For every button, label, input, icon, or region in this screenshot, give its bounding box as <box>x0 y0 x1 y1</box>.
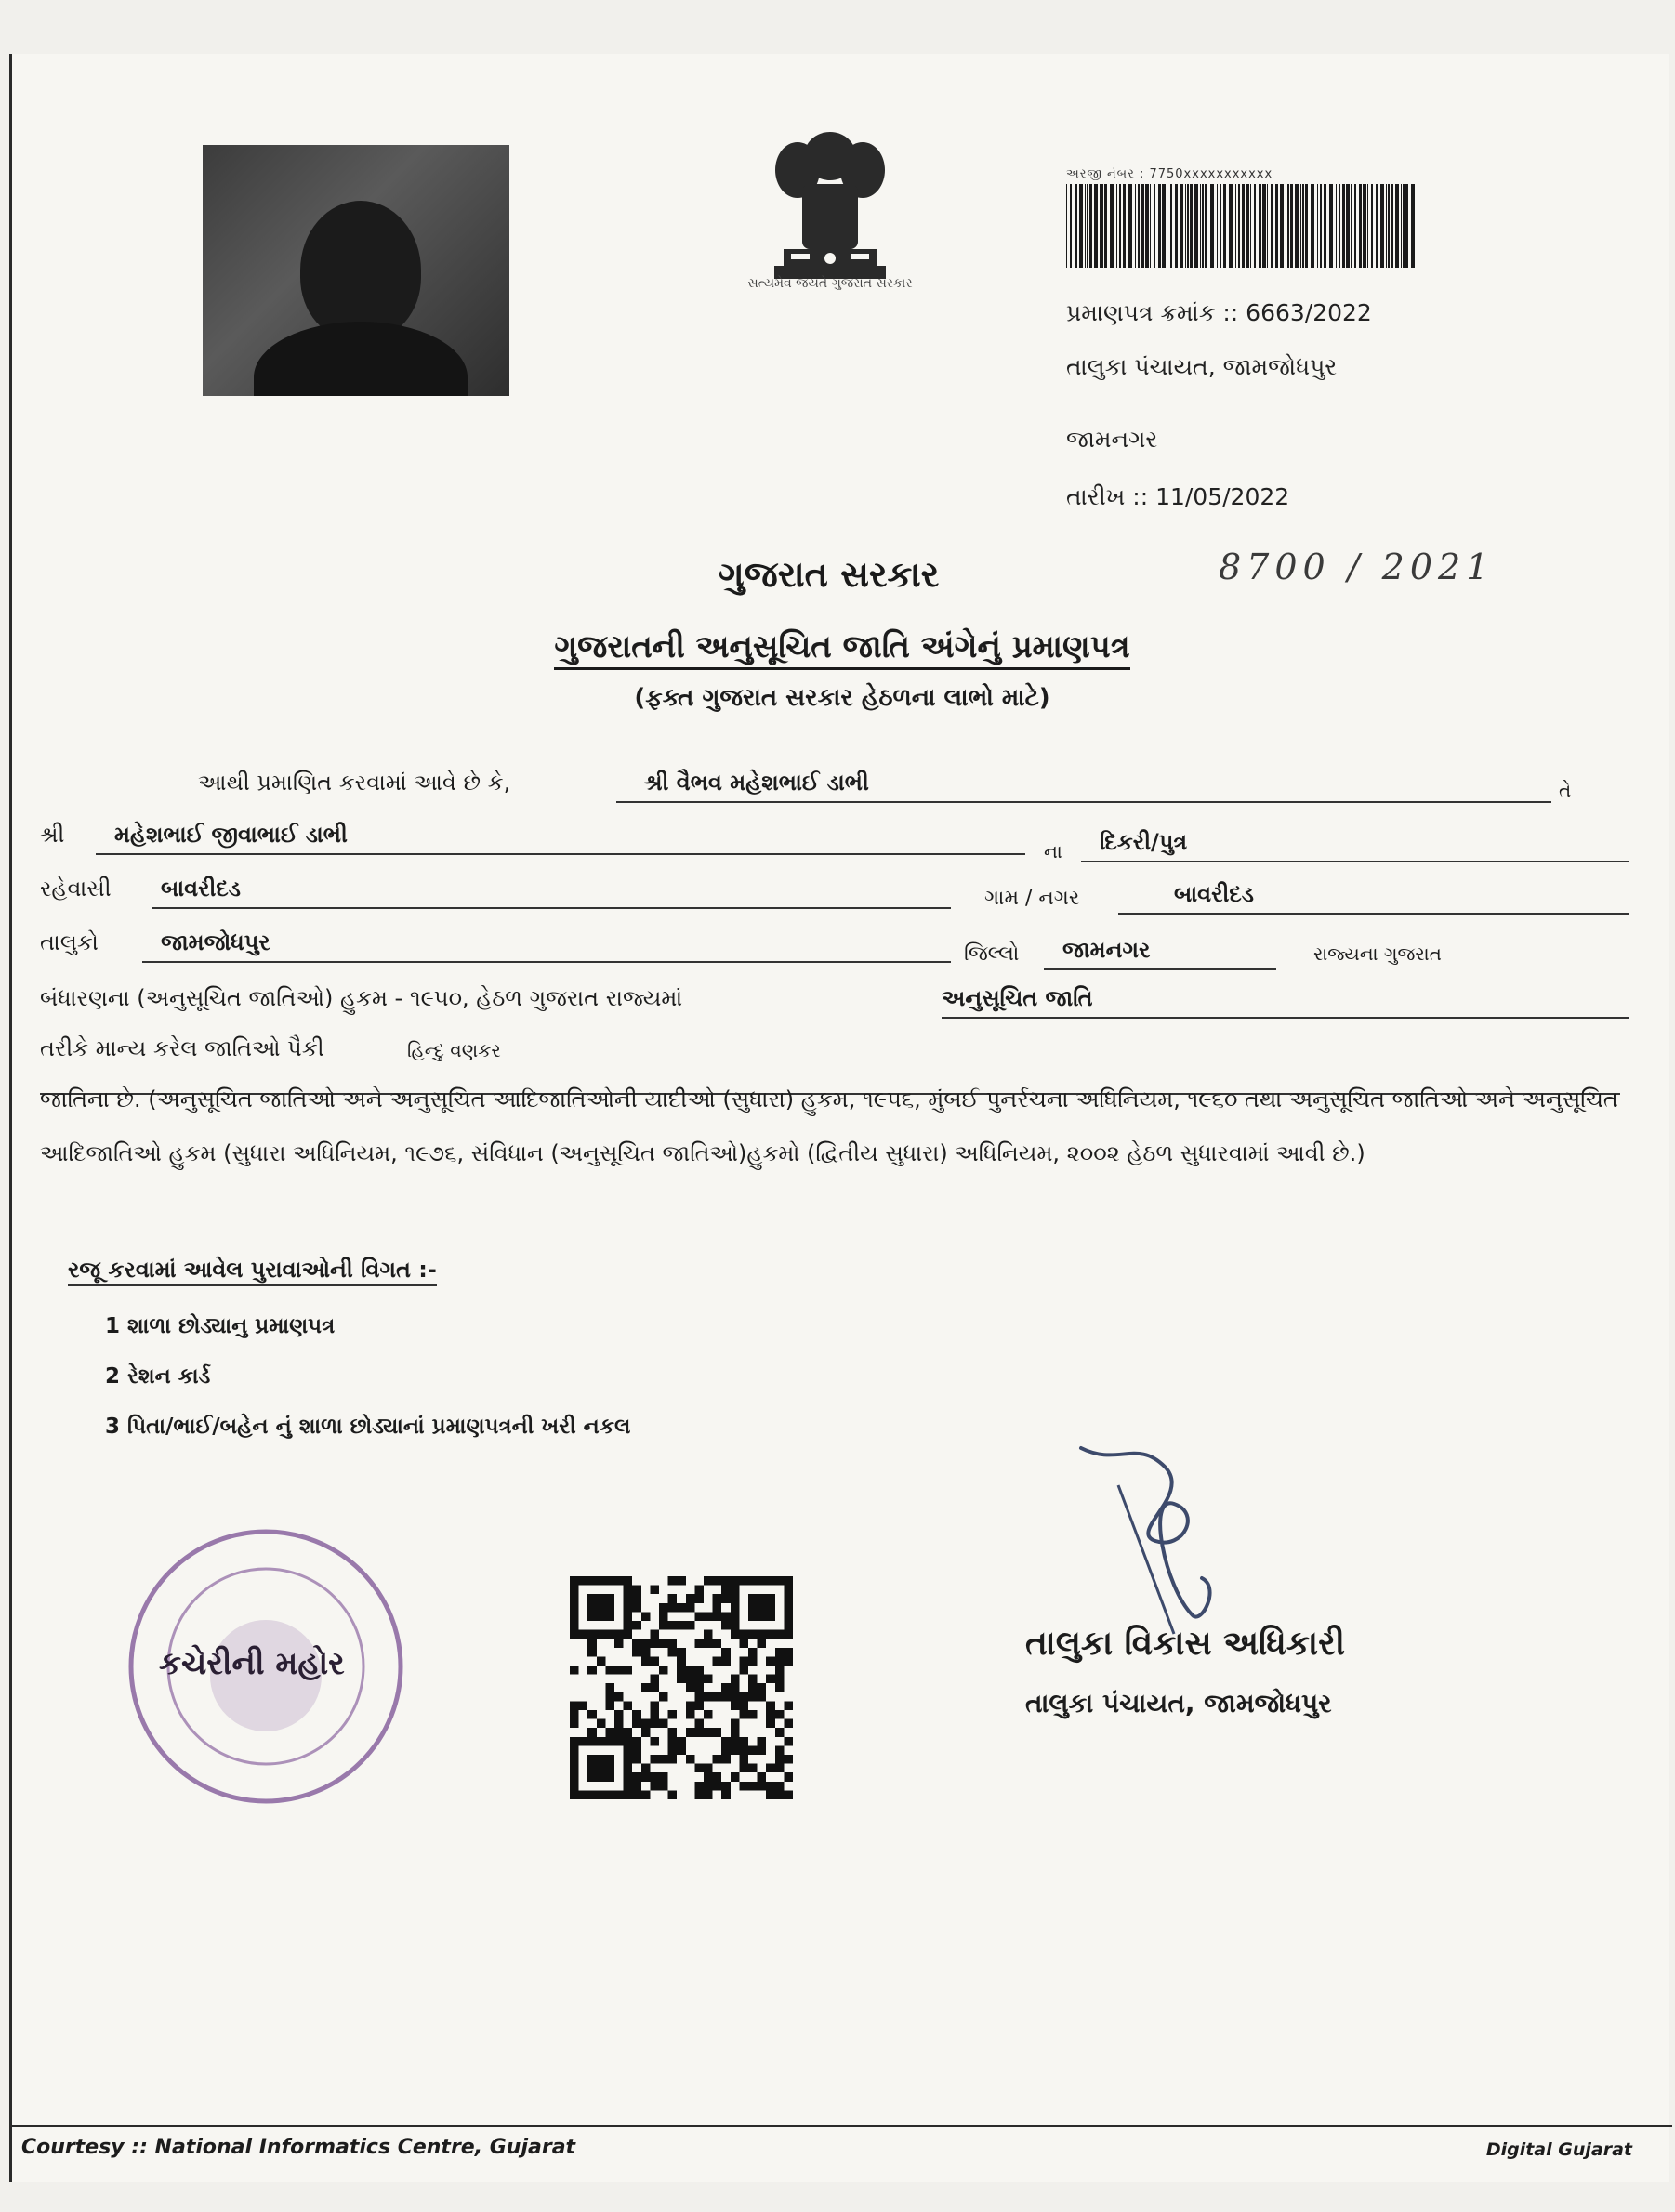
certificate-number: પ્રમાણપત્ર ક્રમાંક :: 6663/2022 <box>1066 299 1372 326</box>
footer-courtesy: Courtesy :: National Informatics Centre, Gujarat <box>21 2136 576 2159</box>
certificate-subtitle: (ફક્ત ગુજરાત સરકાર હેઠળના લાભો માટે) <box>634 684 1050 712</box>
government-title: ગુજરાત સરકાર <box>719 554 940 595</box>
applicant-name-field: શ્રી વૈભવ મહેશભાઈ ડાભી <box>616 770 1551 803</box>
footer-divider <box>12 2125 1672 2127</box>
document-item: 2 રેશન કાર્ડ <box>105 1364 211 1389</box>
document-item: 1 શાળા છોડ્યાનુ પ્રમાણપત્ર <box>105 1314 336 1338</box>
district-field: જામનગર <box>1044 937 1276 970</box>
officer-title: તાલુકા વિકાસ અધિકારી <box>1025 1625 1346 1663</box>
shri-label: શ્રી <box>40 822 65 848</box>
applicant-photo <box>203 145 509 396</box>
issuing-office: તાલુકા પંચાયત, જામજોધપુર <box>1066 353 1338 380</box>
district-label: જિલ્લો <box>964 942 1020 966</box>
village-field: બાવરીદડ <box>1118 881 1629 915</box>
officer-signature-icon <box>1062 1429 1248 1652</box>
emblem-caption: સત્યમેવ જયતે ગુજરાત સરકાર <box>747 276 913 291</box>
caste-value: હિન્દુ વણકર <box>407 1039 501 1061</box>
recognized-label: તરીકે માન્ય કરેલ જાતિઓ પૈકી <box>40 1035 324 1061</box>
village-label: ગામ / નગર <box>984 887 1080 910</box>
certificate-title: ગુજરાતની અનુસૂચિત જાતિ અંગેનું પ્રમાણપત્ર <box>12 628 1672 665</box>
documents-title: રજૂ કરવામાં આવેલ પુરાવાઓની વિગત :- <box>68 1257 437 1286</box>
resident-field: બાવરીદડ <box>152 876 951 909</box>
father-name-field: મહેશભાઈ જીવાભાઈ ડાભી <box>96 822 1025 855</box>
relation-label: ના <box>1044 840 1062 862</box>
footer-brand: Digital Gujarat <box>1485 2140 1632 2160</box>
qr-code-icon <box>570 1576 793 1799</box>
document-item: 3 પિતા/ભાઈ/બહેન નું શાળા છોડ્યાનાં પ્રમાણપત્રની ખરી નકલ <box>105 1415 631 1439</box>
issue-date: તારીખ :: 11/05/2022 <box>1066 483 1290 510</box>
intro-text: આથી પ્રમાણિત કરવામાં આવે છે કે, <box>198 770 511 796</box>
resident-label: રહેવાસી <box>40 876 112 902</box>
relation-field: દિકરી/પુત્ર <box>1081 829 1629 862</box>
taluka-label: તાલુકો <box>40 929 99 955</box>
issuing-district: જામનગર <box>1066 426 1158 453</box>
barcode-label: અરજી નંબર : 7750xxxxxxxxxxx <box>1066 167 1273 181</box>
barcode-icon <box>1066 184 1419 268</box>
intro-suffix: તે <box>1559 779 1572 801</box>
taluka-field: જામજોધપુર <box>142 929 951 963</box>
district-suffix: રાજ્યના ગુજરાત <box>1313 942 1442 965</box>
certificate-page <box>9 54 1669 2182</box>
constitution-text: બંધારણના (અનુસૂચિત જાતિઓ) હુકમ - ૧૯૫૦, હેઠળ ગુજરાત રાજ્યમાં <box>40 985 683 1011</box>
category-field: અનુસૂચિત જાતિ <box>942 985 1629 1019</box>
seal-label: કચેરીની મહોર <box>159 1645 345 1682</box>
legal-paragraph: જાતિના છે. (અનુસૂચિત જાતિઓ અને અનુસૂચિત આદિજાતિઓની યાદીઓ (સુધારા) હુકમ, ૧૯૫૬, મુંબઈ પુનર્રચના અધિનિયમ, ૧૯૬૦ તથા અનુસૂચિત જાતિઓ અને અનુસૂચિત આદિજાતિઓ હુકમ (સુધારા અધિનિયમ, ૧૯૭૬, સંવિધાન (અનુસૂચિત જાતિઓ)હુકમો (દ્વિતીય સુધારા) અધિનિયમ, ૨૦૦૨ હેઠળ સુધારવામાં આવી છે.) <box>40 1086 1618 1166</box>
handwritten-number: 8700 / 2021 <box>1219 546 1495 587</box>
officer-office: તાલુકા પંચાયત, જામજોધપુર <box>1025 1688 1332 1718</box>
